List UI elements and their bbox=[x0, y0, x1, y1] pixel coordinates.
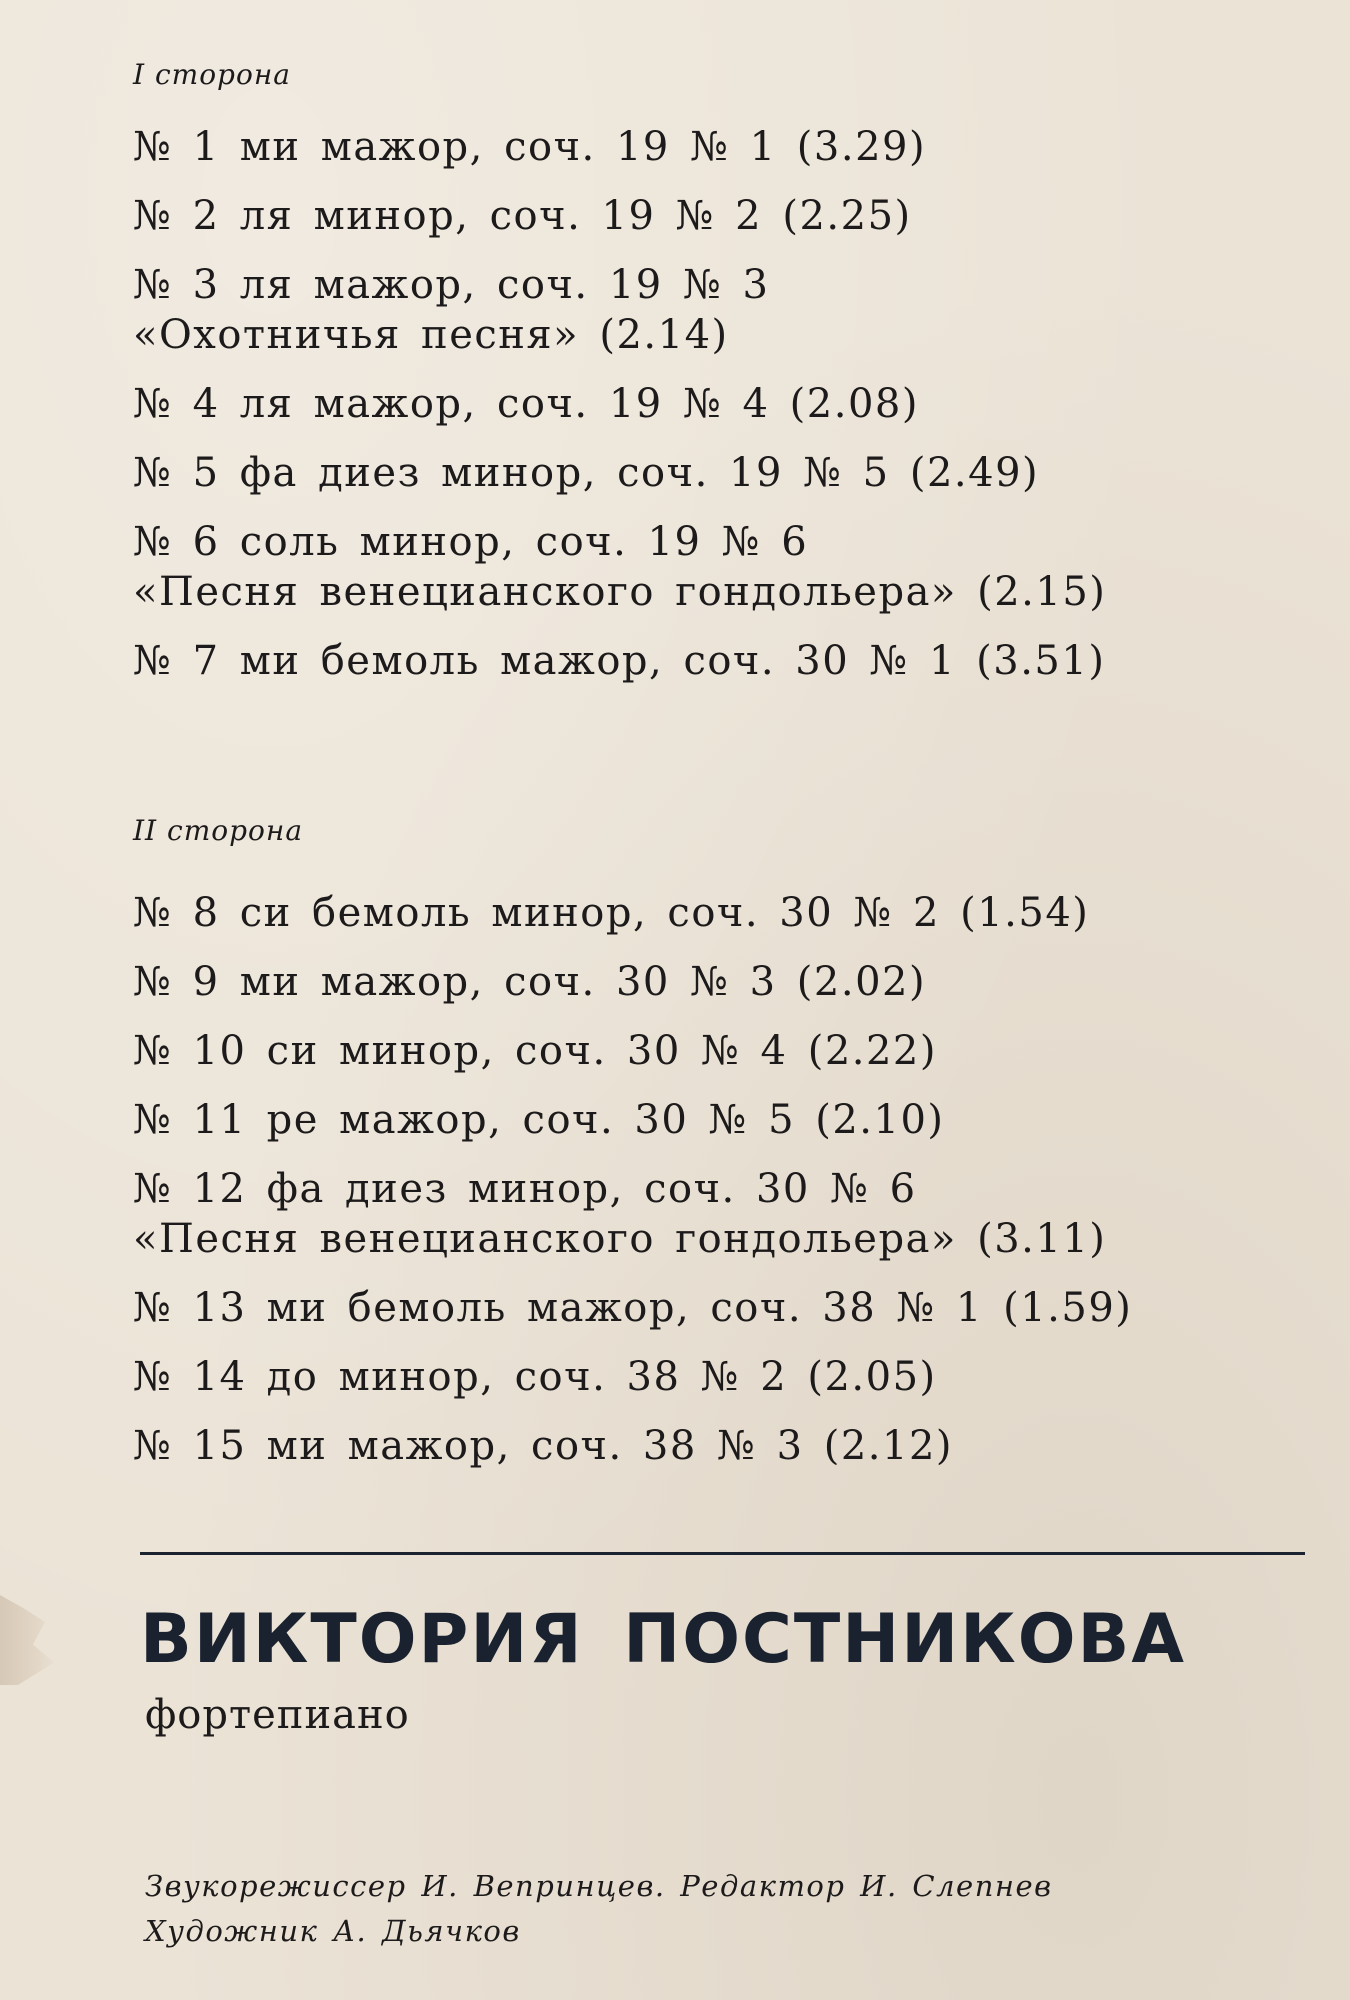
artist-name: ВИКТОРИЯ ПОСТНИКОВА bbox=[140, 1600, 1186, 1679]
track-title: № 10 си минор, соч. 30 № 4 (2.22) bbox=[133, 1028, 937, 1074]
track-item bbox=[133, 1281, 1132, 1335]
artist-instrument: фортепиано bbox=[145, 1692, 410, 1738]
track-title: № 13 ми бемоль мажор, соч. 38 № 1 (1.59) bbox=[133, 1285, 1133, 1331]
track-item bbox=[133, 1162, 1132, 1266]
track-item bbox=[133, 1024, 1132, 1078]
track-title: № 2 ля минор, соч. 19 № 2 (2.25) bbox=[133, 193, 912, 239]
credits-line-engineer-editor: Звукорежиссер И. Вепринцев. Редактор И. Слепнев bbox=[145, 1869, 1053, 1903]
track-item bbox=[133, 1419, 1132, 1473]
track-item bbox=[133, 446, 1106, 500]
track-item bbox=[133, 377, 1106, 431]
track-title: № 8 си бемоль минор, соч. 30 № 2 (1.54) bbox=[133, 890, 1090, 936]
track-item bbox=[133, 1093, 1132, 1147]
side-2-track-list bbox=[133, 886, 1132, 1488]
side-1-track-list bbox=[133, 120, 1106, 703]
divider-rule bbox=[140, 1552, 1305, 1555]
track-title: № 7 ми бемоль мажор, соч. 30 № 1 (3.51) bbox=[133, 638, 1106, 684]
track-title: № 4 ля мажор, соч. 19 № 4 (2.08) bbox=[133, 381, 919, 427]
track-title: № 1 ми мажор, соч. 19 № 1 (3.29) bbox=[133, 124, 927, 170]
track-item bbox=[133, 258, 1106, 362]
track-subtitle: «Песня венецианского гондольера» (2.15) bbox=[133, 569, 1107, 615]
track-title: № 9 ми мажор, соч. 30 № 3 (2.02) bbox=[133, 959, 927, 1005]
track-item bbox=[133, 120, 1106, 174]
track-title: № 5 фа диез минор, соч. 19 № 5 (2.49) bbox=[133, 450, 1040, 496]
credits-line-artist: Художник А. Дьячков bbox=[145, 1914, 521, 1948]
side-2-label: II сторона bbox=[133, 814, 304, 847]
track-title: № 15 ми мажор, соч. 38 № 3 (2.12) bbox=[133, 1423, 954, 1469]
track-item bbox=[133, 886, 1132, 940]
side-1-label: I сторона bbox=[133, 58, 291, 91]
production-credits bbox=[145, 1864, 1053, 1954]
track-item bbox=[133, 634, 1106, 688]
track-title: № 11 ре мажор, соч. 30 № 5 (2.10) bbox=[133, 1097, 945, 1143]
torn-edge bbox=[0, 1595, 60, 1685]
track-item bbox=[133, 515, 1106, 619]
track-title: № 3 ля мажор, соч. 19 № 3 bbox=[133, 262, 770, 308]
track-item bbox=[133, 189, 1106, 243]
track-subtitle: «Песня венецианского гондольера» (3.11) bbox=[133, 1216, 1107, 1262]
track-item bbox=[133, 1350, 1132, 1404]
track-item bbox=[133, 955, 1132, 1009]
track-title: № 14 до минор, соч. 38 № 2 (2.05) bbox=[133, 1354, 937, 1400]
track-title: № 12 фа диез минор, соч. 30 № 6 bbox=[133, 1166, 917, 1212]
track-title: № 6 соль минор, соч. 19 № 6 bbox=[133, 519, 809, 565]
track-subtitle: «Охотничья песня» (2.14) bbox=[133, 312, 729, 358]
